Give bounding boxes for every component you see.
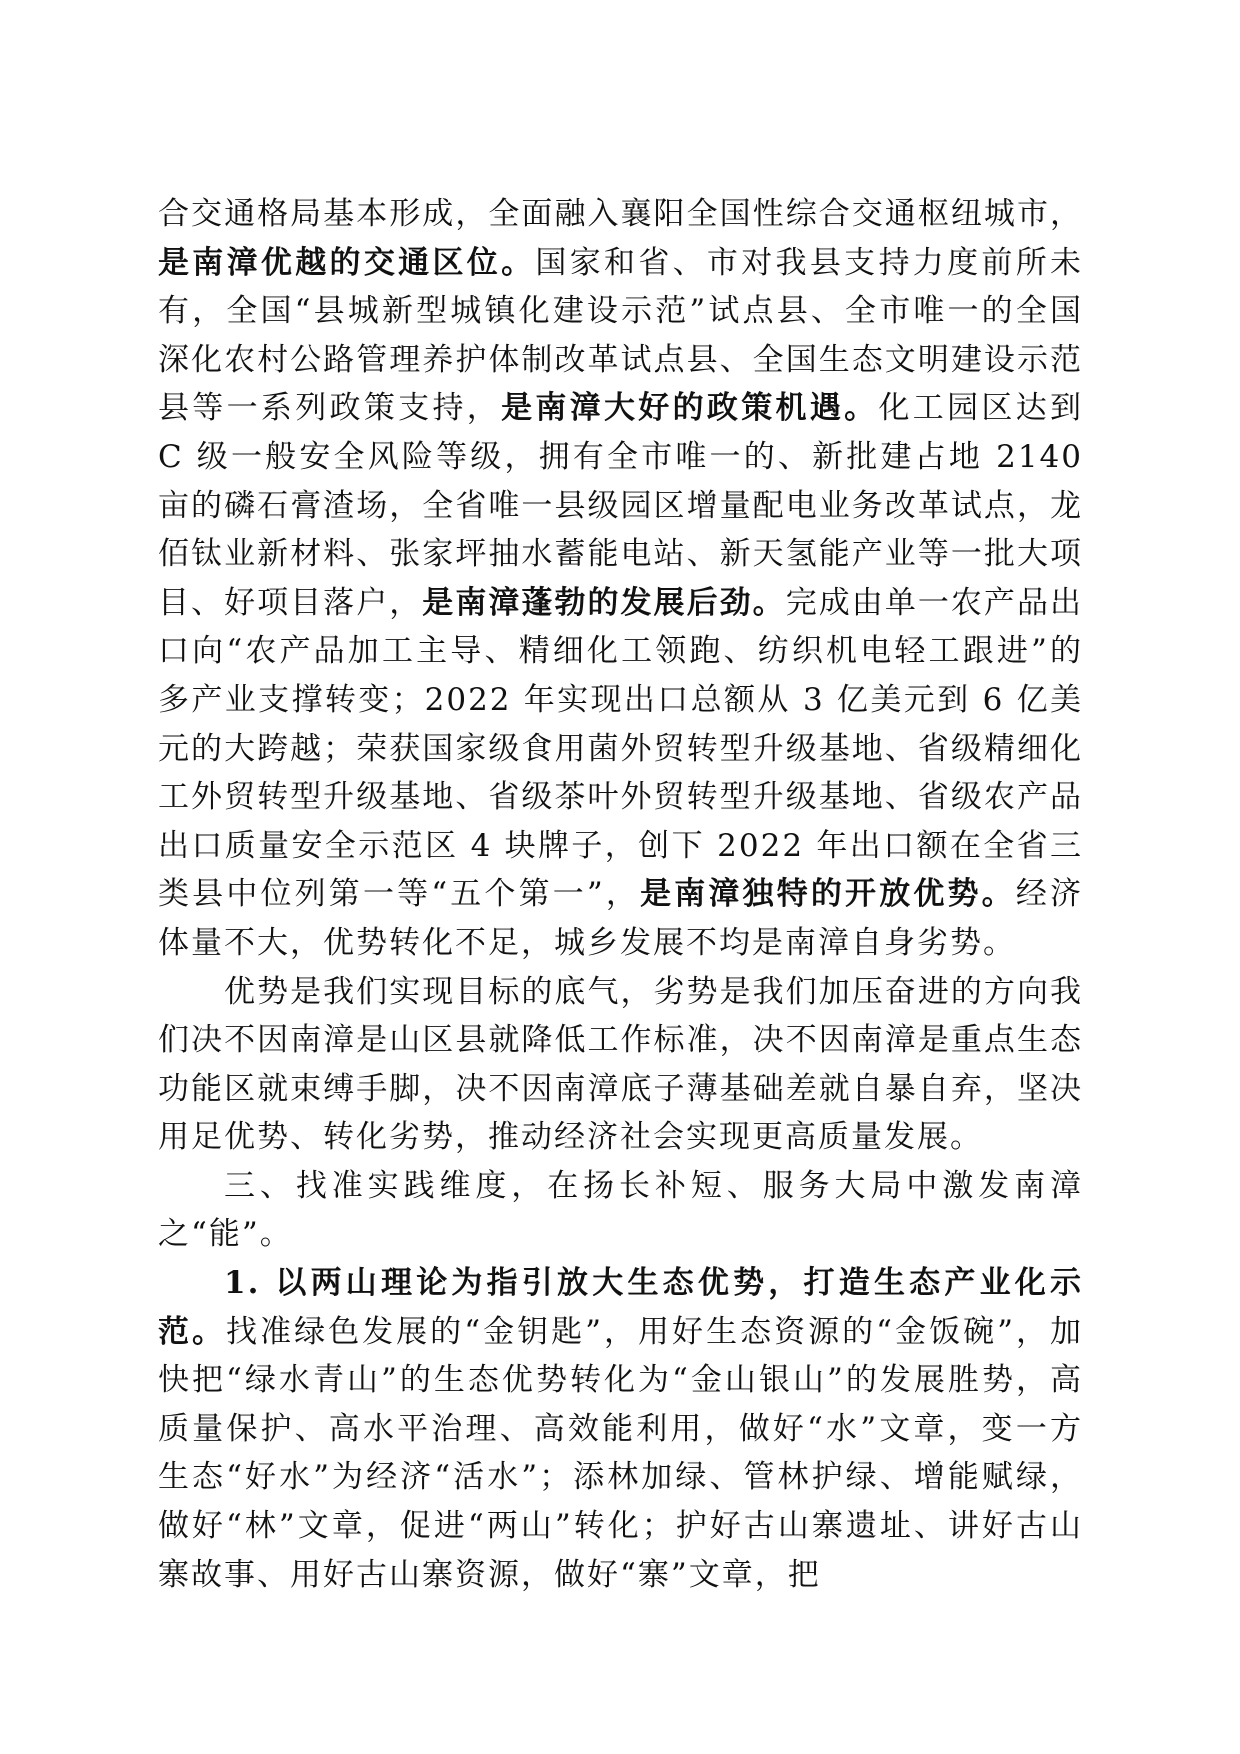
text-run: 完成由单一农产品出口向“农产品加工主导、精细化工领跑、纺织机电轻工跟进”的多产业支撑转变；2022 年实现出口总额从 3 亿美元到 6 亿美元的大跨越；荣获国家级食用菌外贸转型升级基地、省级精细化工外贸转型升级基地、省级茶叶外贸转型升级基地、省级农产品出口质量安全示范区 4 块牌子，创下 2022 年出口额在全省三类县中位列第一等“五个第一”， xyxy=(158,584,1083,913)
paragraph-advantages xyxy=(158,190,1083,968)
bold-run: 是南漳独特的开放优势。 xyxy=(640,876,1016,913)
text-run: 经济体量不大，优势转化不足，城乡发展不均是南漳自身劣势。 xyxy=(158,876,1084,961)
text-run: 国家和省、市对我县支持力度前所未有，全国“县城新型城镇化建设示范”试点县、全市唯一的全国深化农村公路管理养护体制改革试点县、全国生态文明建设示范县等一系列政策支持， xyxy=(158,244,1084,427)
bold-run: 是南漳优越的交通区位。 xyxy=(158,244,536,281)
paragraph-ecology xyxy=(158,1259,1083,1599)
text-run: 优势是我们实现目标的底气，劣势是我们加压奋进的方向我们决不因南漳是山区县就降低工作标准，决不因南漳是重点生态功能区就束缚手脚，决不因南漳底子薄基础差就自暴自弃，坚决用足优势、转化劣势，推动经济社会实现更高质量发展。 xyxy=(158,973,1083,1156)
section-heading xyxy=(158,1162,1083,1259)
heading-text: 三、找准实践维度，在扬长补短、服务大局中激发南漳之“能”。 xyxy=(158,1167,1083,1253)
text-run: 找准绿色发展的“金钥匙”，用好生态资源的“金饭碗”，加快把“绿水青山”的生态优势转化为“金山银山”的发展胜势，高质量保护、高水平治理、高效能利用，做好“水”文章，变一方生态“好水”为经济“活水”；添林加绿、管林护绿、增能赋绿，做好“林”文章，促进“两山”转化；护好古山寨遗址、讲好古山寨故事、用好古山寨资源，做好“寨”文章，把 xyxy=(158,1313,1084,1593)
subheading-run: 1. 以两山理论为指引放大生态优势，打造生态产业化示范。 xyxy=(158,1265,1083,1350)
bold-run: 是南漳大好的政策机遇。 xyxy=(501,390,879,427)
text-run: 合交通格局基本形成，全面融入襄阳全国性综合交通枢纽城市， xyxy=(158,196,1083,232)
document-body xyxy=(158,190,1083,1599)
paragraph-resolve xyxy=(158,968,1083,1162)
text-run: 化工园区达到 C 级一般安全风险等级，拥有全市唯一的、新批建占地 2140 亩的磷石膏渣场，全省唯一县级园区增量配电业务改革试点，龙佰钛业新材料、张家坪抽水蓄能电站、新天氢能产业等一批大项目、好项目落户， xyxy=(158,390,1084,621)
bold-run: 是南漳蓬勃的发展后劲。 xyxy=(422,584,786,621)
